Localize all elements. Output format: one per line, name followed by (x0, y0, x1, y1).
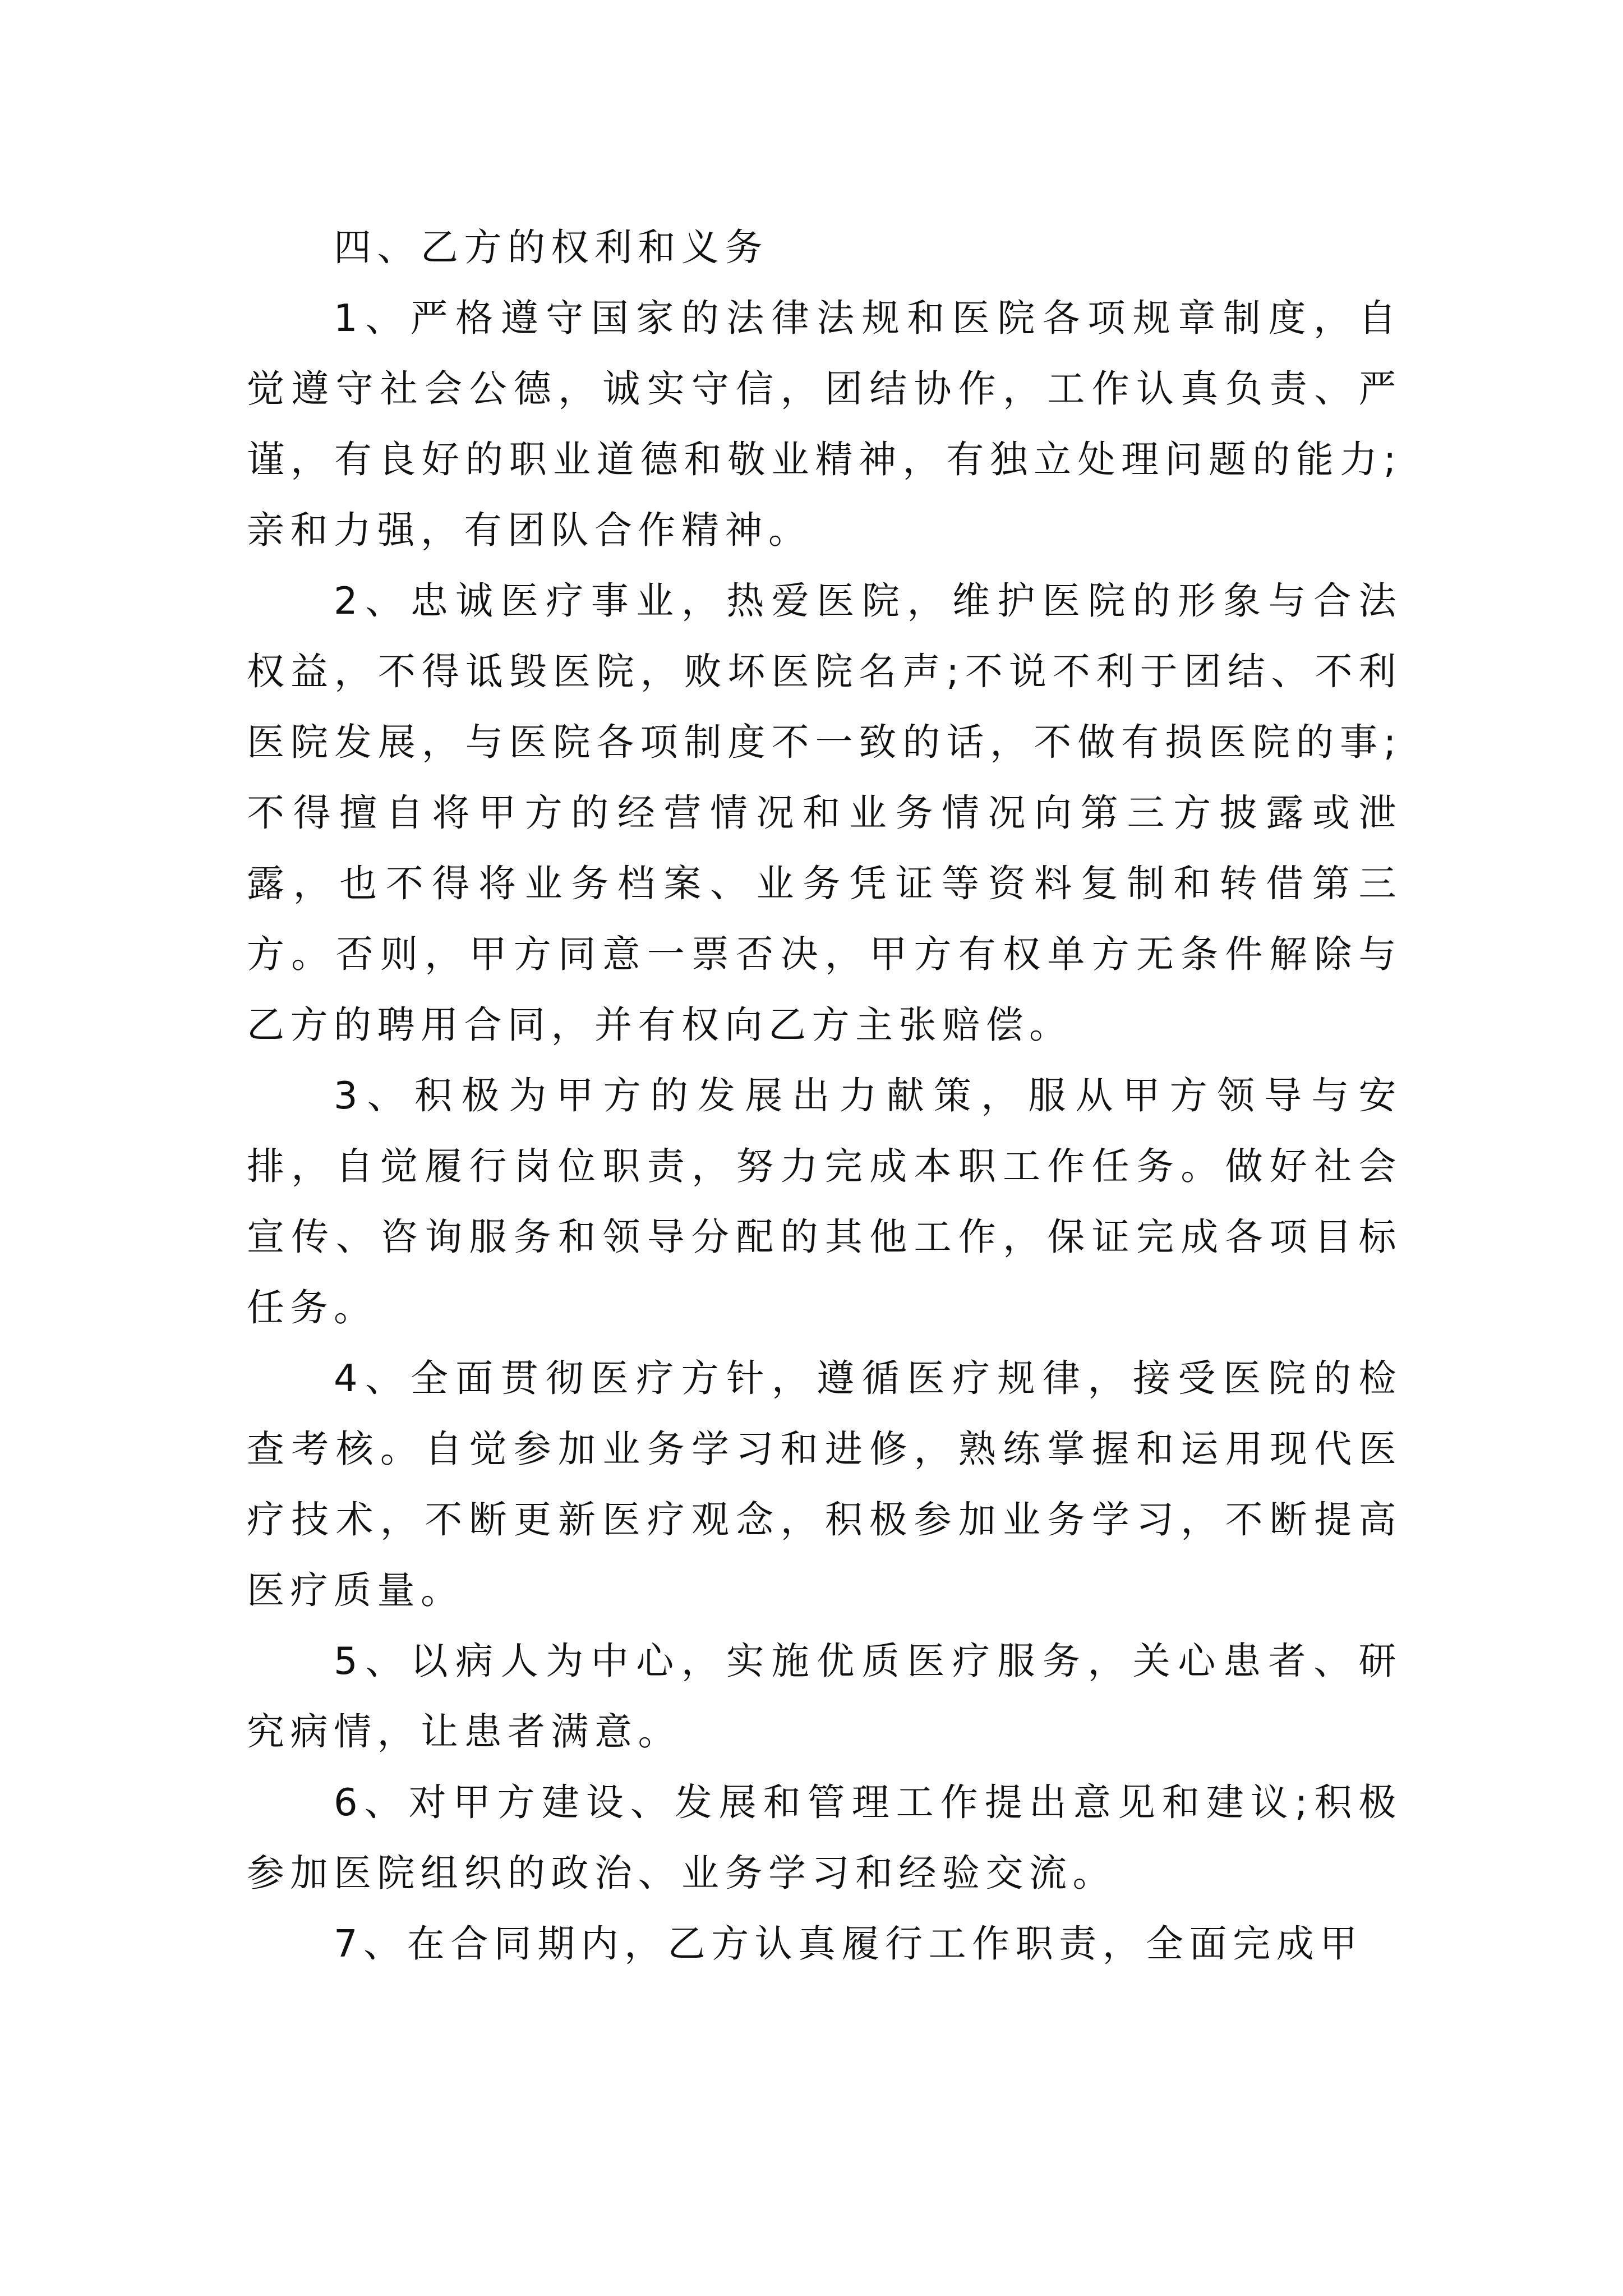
clause-2: 2、忠诚医疗事业，热爱医院，维护医院的形象与合法权益，不得诋毁医院，败坏医院名声;不说不利于团结、不利医院发展，与医院各项制度不一致的话，不做有损医院的事;不得擅自将甲方的经营情况和业务情况向第三方披露或泄露，也不得将业务档案、业务凭证等资料复制和转借第三方。否则，甲方同意一票否决，甲方有权单方无条件解除与乙方的聘用合同，并有权向乙方主张赔偿。 (247, 579, 1402, 1047)
clause-5: 5、以病人为中心，实施优质医疗服务，关心患者、研究病情，让患者满意。 (247, 1639, 1402, 1754)
clause-6: 6、对甲方建设、发展和管理工作提出意见和建议;积极参加医院组织的政治、业务学习和经验交流。 (247, 1780, 1402, 1895)
clause-7: 7、在合同期内，乙方认真履行工作职责，全面完成甲 (334, 1922, 1363, 1966)
clause-3: 3、积极为甲方的发展出力献策，服从甲方领导与安排，自觉履行岗位职责，努力完成本职工作任务。做好社会宣传、咨询服务和领导分配的其他工作，保证完成各项目标任务。 (247, 1074, 1402, 1329)
document-body (247, 212, 1402, 1979)
section-heading: 四、乙方的权利和义务 (334, 226, 768, 269)
clause-1: 1、严格遵守国家的法律法规和医院各项规章制度，自觉遵守社会公德，诚实守信，团结协作，工作认真负责、严谨，有良好的职业道德和敬业精神，有独立处理问题的能力;亲和力强，有团队合作精神。 (247, 296, 1402, 552)
clause-4: 4、全面贯彻医疗方针，遵循医疗规律，接受医院的检查考核。自觉参加业务学习和进修，熟练掌握和运用现代医疗技术，不断更新医疗观念，积极参加业务学习，不断提高医疗质量。 (247, 1356, 1402, 1612)
